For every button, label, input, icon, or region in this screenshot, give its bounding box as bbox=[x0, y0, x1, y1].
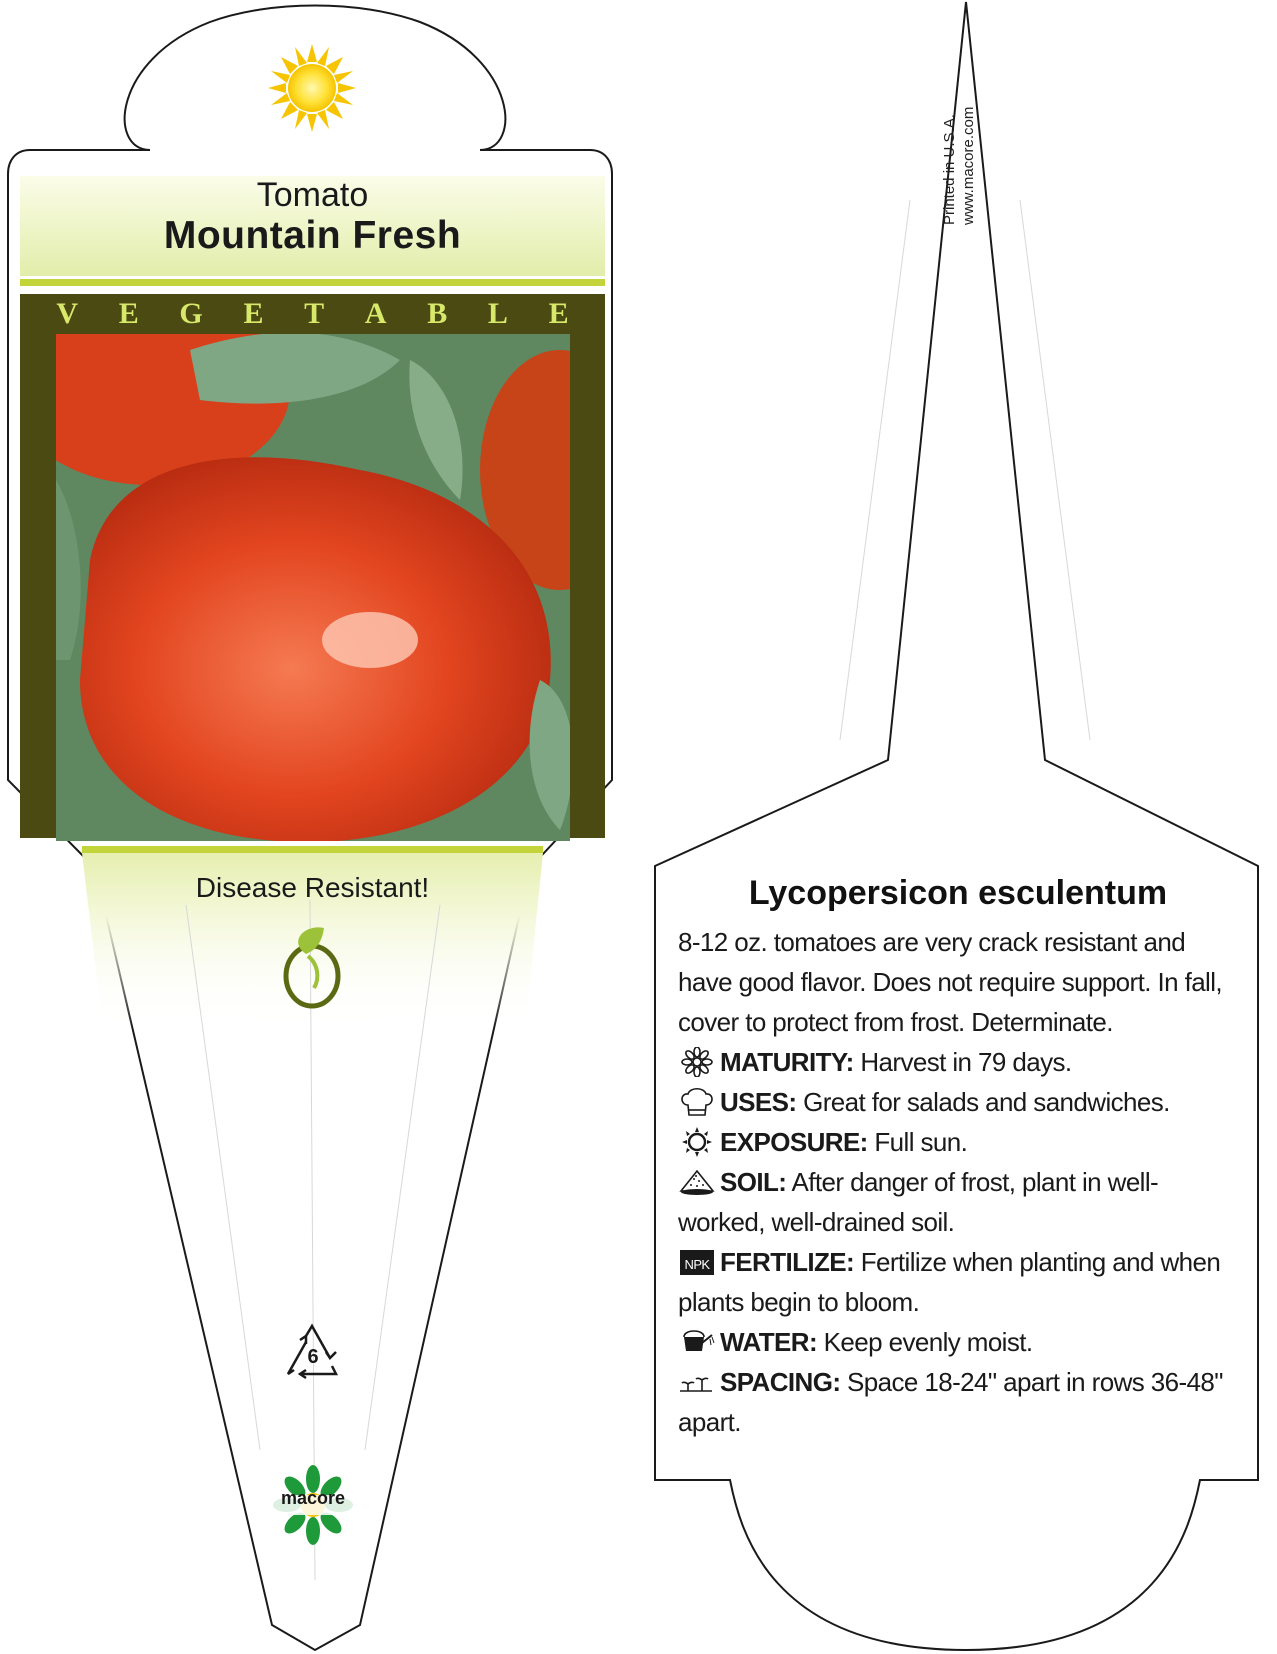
seedlings-icon bbox=[678, 1367, 716, 1397]
care-text: Full sun. bbox=[874, 1127, 968, 1157]
website-line: www.macore.com bbox=[960, 106, 977, 225]
recycle-code: 6 bbox=[307, 1346, 319, 1368]
care-row-fertilize bbox=[678, 1242, 1238, 1322]
chef-hat-icon bbox=[678, 1087, 716, 1117]
care-text: Great for salads and sandwiches. bbox=[803, 1087, 1170, 1117]
care-row-spacing bbox=[678, 1362, 1238, 1442]
category-letter: V bbox=[56, 297, 79, 330]
category-letter: E bbox=[118, 297, 139, 330]
lower-divider bbox=[82, 846, 543, 853]
care-row-uses bbox=[678, 1082, 1238, 1122]
care-label: USES: bbox=[720, 1087, 797, 1117]
category-band bbox=[20, 294, 605, 334]
botanical-name: Lycopersicon esculentum bbox=[748, 874, 1168, 912]
category-letter: B bbox=[427, 297, 448, 330]
care-label: EXPOSURE: bbox=[720, 1127, 868, 1157]
category-letter: T bbox=[304, 297, 325, 330]
npk-icon bbox=[678, 1247, 716, 1277]
care-text: Space 18-24" apart in rows 36-48" apart. bbox=[678, 1367, 1223, 1437]
variety-name: Mountain Fresh bbox=[163, 214, 462, 257]
care-text: Keep evenly moist. bbox=[823, 1327, 1033, 1357]
care-text: Fertilize when planting and when plants begin to bloom. bbox=[678, 1247, 1221, 1317]
care-text: Harvest in 79 days. bbox=[860, 1047, 1072, 1077]
sun-icon bbox=[268, 44, 356, 132]
care-label: FERTILIZE: bbox=[720, 1247, 855, 1277]
watering-can-icon bbox=[678, 1327, 716, 1357]
printed-info bbox=[940, 50, 980, 225]
care-row-soil bbox=[678, 1162, 1238, 1242]
care-text: After danger of frost, plant in well-worked, well-drained soil. bbox=[678, 1167, 1159, 1237]
feature-text: Disease Resistant! bbox=[195, 872, 430, 903]
care-label: SPACING: bbox=[720, 1367, 841, 1397]
tomato-photo bbox=[10, 295, 640, 842]
description: 8-12 oz. tomatoes are very crack resistant and have good flavor. Does not require support. In fall, cover to protect from frost. Determinate. bbox=[678, 927, 1223, 1037]
care-label: SOIL: bbox=[720, 1167, 787, 1197]
care-row-maturity bbox=[678, 1042, 1238, 1082]
category-letter: A bbox=[364, 297, 387, 330]
category-letter: E bbox=[243, 297, 264, 330]
header-divider bbox=[20, 279, 605, 286]
npk-icon-text: NPK bbox=[684, 1257, 710, 1272]
soil-pile-icon bbox=[678, 1167, 716, 1197]
category-letter: L bbox=[487, 297, 508, 330]
printed-line: Printed in U.S.A. bbox=[941, 114, 958, 225]
sun-icon bbox=[678, 1127, 716, 1157]
care-row-water bbox=[678, 1322, 1238, 1362]
care-label: WATER: bbox=[720, 1327, 818, 1357]
care-row-exposure bbox=[678, 1122, 1238, 1162]
common-name: Tomato bbox=[256, 176, 369, 214]
flower-icon bbox=[678, 1047, 716, 1077]
care-instructions bbox=[678, 922, 1238, 1442]
brand-name: macore bbox=[280, 1488, 346, 1508]
category-letter: E bbox=[548, 297, 569, 330]
care-label: MATURITY: bbox=[720, 1047, 854, 1077]
category-letter: G bbox=[179, 297, 203, 330]
